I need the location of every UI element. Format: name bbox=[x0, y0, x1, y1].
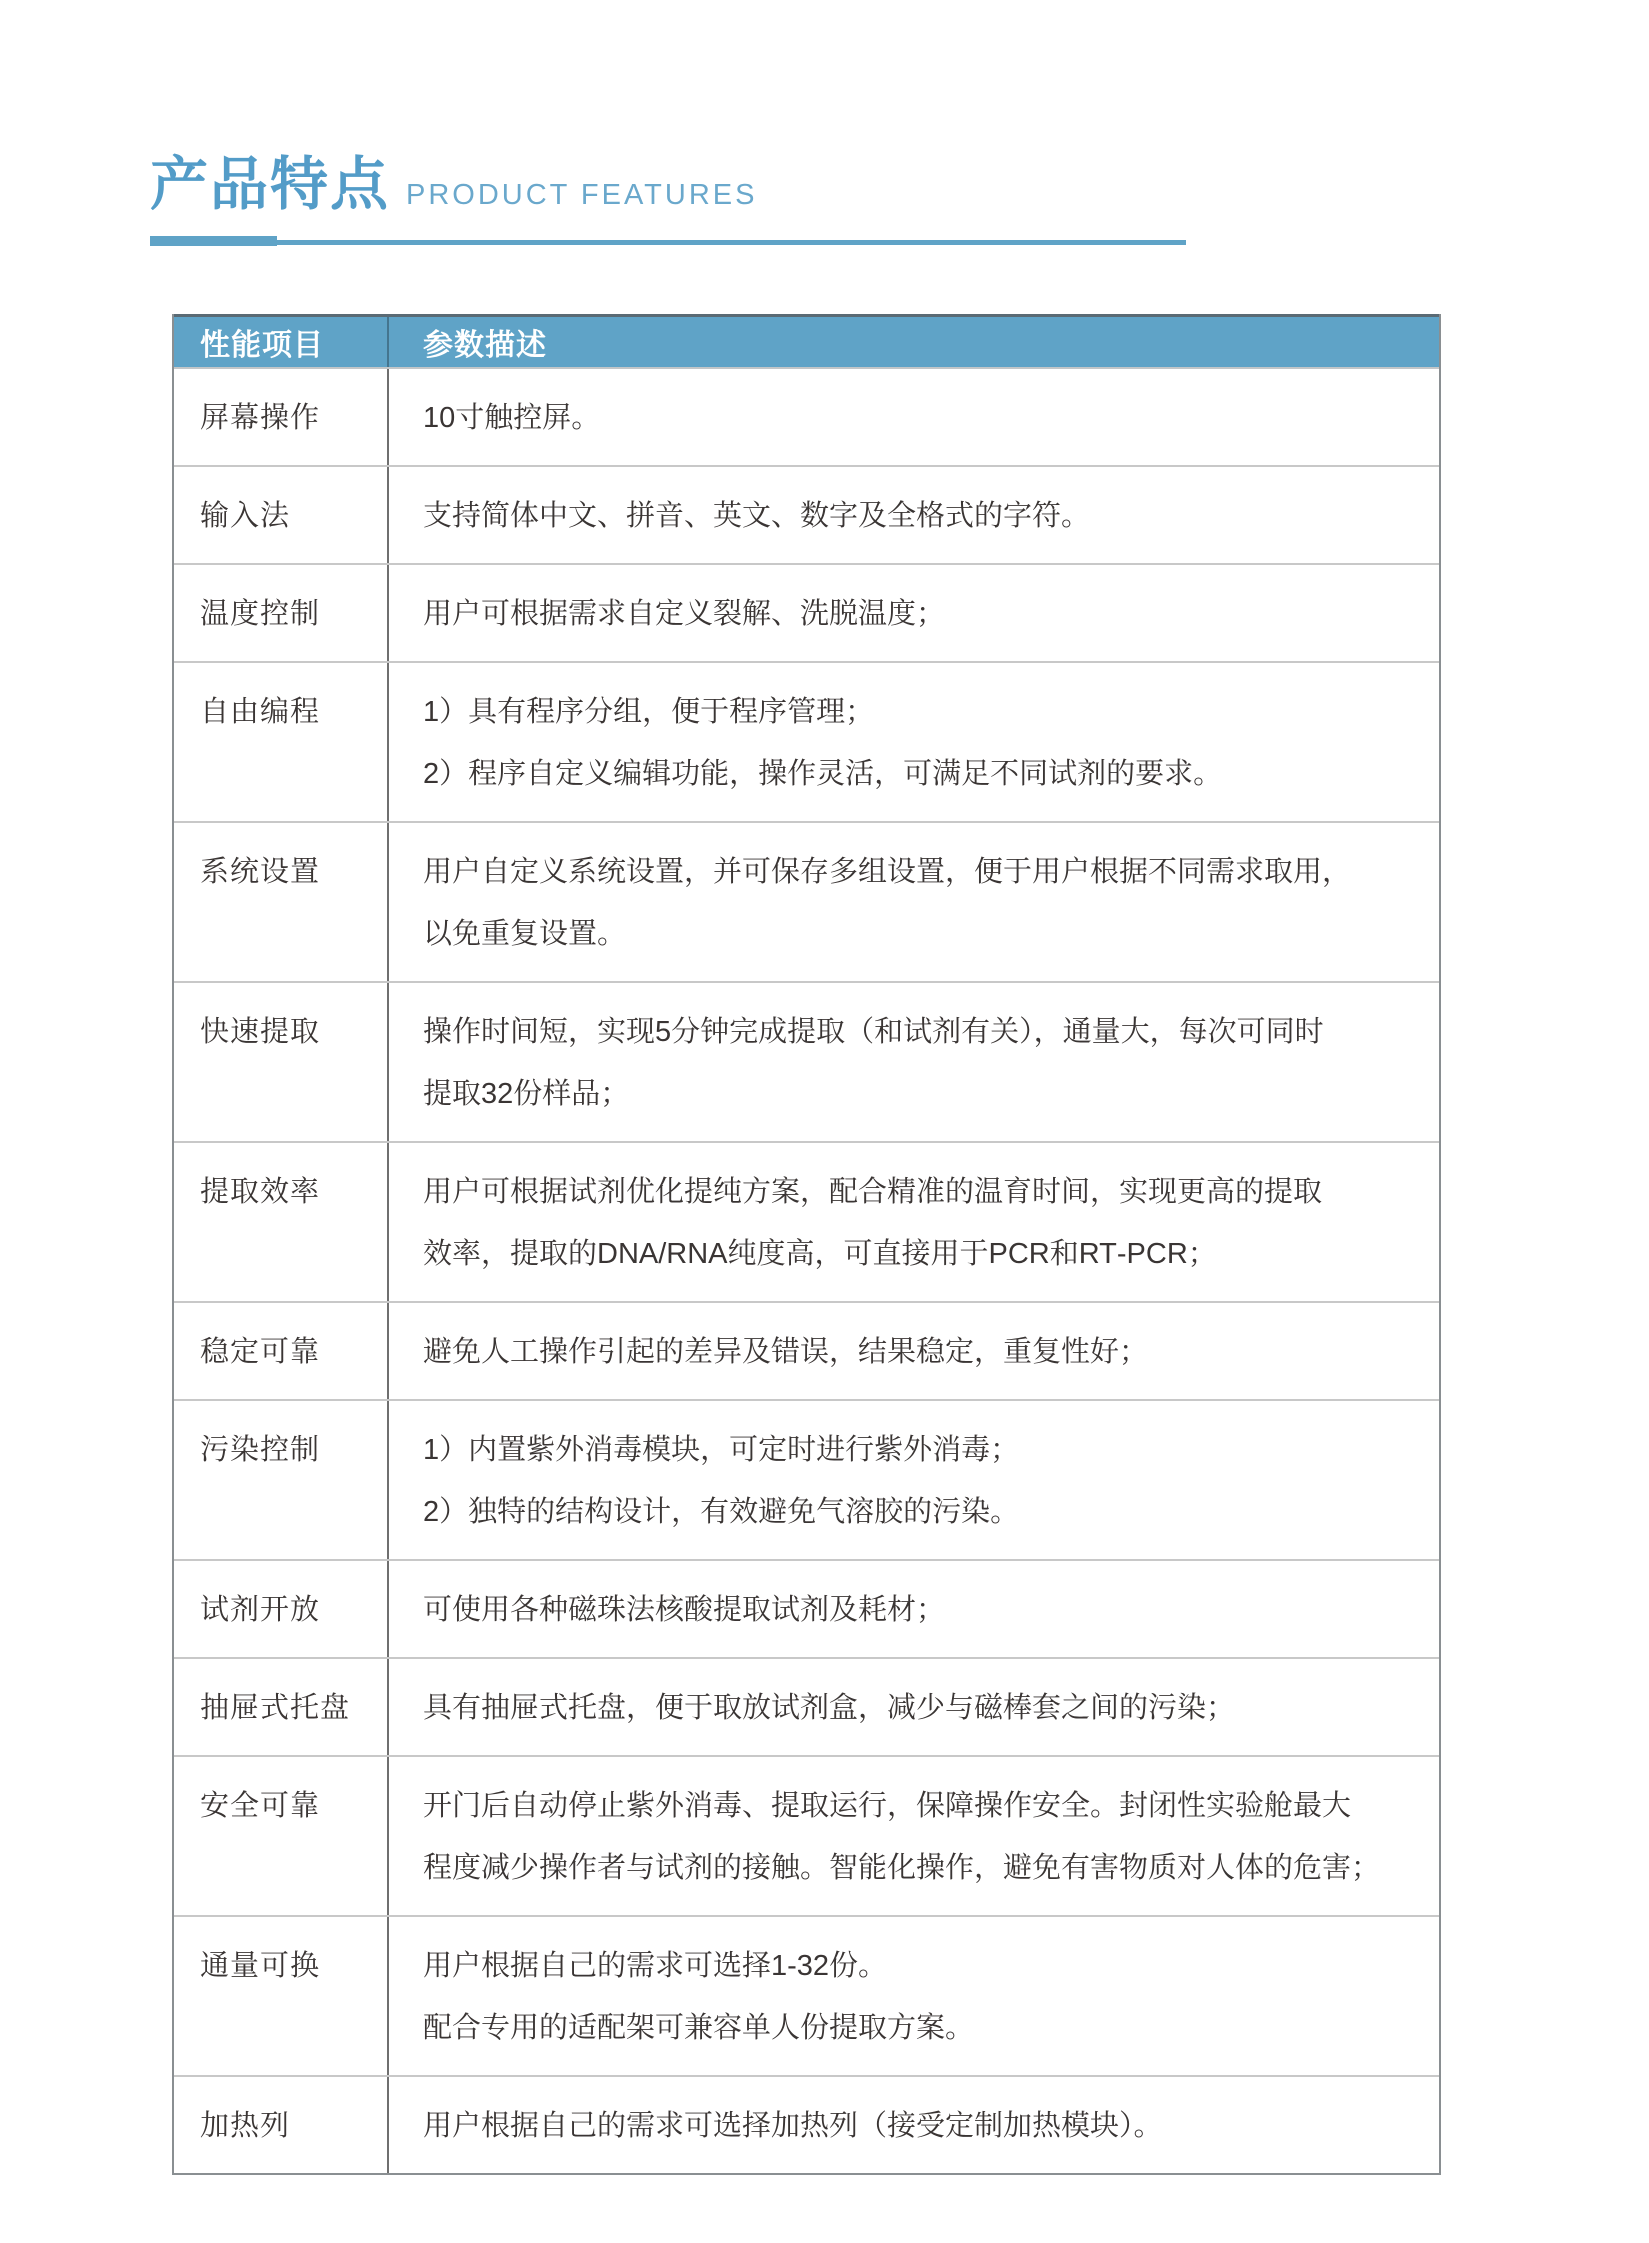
table-row bbox=[174, 1303, 1439, 1401]
description-line: 以免重复设置。 bbox=[423, 918, 627, 950]
table-row bbox=[174, 1659, 1439, 1757]
row-label bbox=[174, 2077, 389, 2173]
description-line: 支持简体中文、拼音、英文、数字及全格式的字符。 bbox=[423, 500, 1091, 532]
row-label-text: 安全可靠 bbox=[200, 1790, 321, 1822]
row-label bbox=[174, 1561, 389, 1657]
description-line: 用户根据自己的需求可选择1-32份。 bbox=[423, 1950, 888, 1982]
row-label bbox=[174, 369, 389, 465]
row-label bbox=[174, 565, 389, 661]
row-label bbox=[174, 1303, 389, 1399]
underline-thin-segment bbox=[277, 240, 1186, 245]
row-label-text: 试剂开放 bbox=[200, 1594, 321, 1626]
description-line: 效率，提取的DNA/RNA纯度高，可直接用于PCR和RT‐PCR； bbox=[423, 1238, 1217, 1270]
description-line: 避免人工操作引起的差异及错误，结果稳定，重复性好； bbox=[423, 1336, 1149, 1368]
row-label-text: 快速提取 bbox=[200, 1016, 321, 1048]
table-row bbox=[174, 2077, 1439, 2173]
row-label bbox=[174, 467, 389, 563]
row-description bbox=[389, 369, 1439, 465]
row-description bbox=[389, 2077, 1439, 2173]
underline-thick-segment bbox=[150, 236, 277, 246]
table-row bbox=[174, 369, 1439, 467]
row-description bbox=[389, 1401, 1439, 1559]
title-underline bbox=[150, 236, 1186, 246]
row-label-text: 屏幕操作 bbox=[200, 402, 321, 434]
description-line: 2）独特的结构设计，有效避免气溶胶的污染。 bbox=[423, 1496, 1020, 1528]
description-line: 具有抽屉式托盘，便于取放试剂盒，减少与磁棒套之间的污染； bbox=[423, 1692, 1236, 1724]
description-line: 1）内置紫外消毒模块，可定时进行紫外消毒； bbox=[423, 1434, 1020, 1466]
row-label bbox=[174, 663, 389, 821]
row-label-text: 自由编程 bbox=[200, 696, 321, 728]
row-description bbox=[389, 1659, 1439, 1755]
row-label bbox=[174, 1757, 389, 1915]
table-row bbox=[174, 983, 1439, 1143]
table-row bbox=[174, 1401, 1439, 1561]
row-description bbox=[389, 823, 1439, 981]
description-line: 开门后自动停止紫外消毒、提取运行，保障操作安全。封闭性实验舱最大 bbox=[423, 1790, 1352, 1822]
row-label-text: 温度控制 bbox=[200, 598, 321, 630]
row-label-text: 污染控制 bbox=[200, 1434, 321, 1466]
description-line: 提取32份样品； bbox=[423, 1078, 630, 1110]
row-label bbox=[174, 1143, 389, 1301]
section-title-zh: 产品特点 bbox=[150, 152, 391, 217]
row-description bbox=[389, 983, 1439, 1141]
table-row bbox=[174, 823, 1439, 983]
row-label bbox=[174, 823, 389, 981]
description-line: 配合专用的适配架可兼容单人份提取方案。 bbox=[423, 2012, 975, 2044]
row-label-text: 提取效率 bbox=[200, 1176, 321, 1208]
row-label bbox=[174, 1917, 389, 2075]
row-label-text: 输入法 bbox=[200, 500, 291, 532]
section-title-en: PRODUCT FEATURES bbox=[406, 179, 758, 211]
row-label-text: 通量可换 bbox=[200, 1950, 321, 1982]
table-row bbox=[174, 663, 1439, 823]
row-label-text: 稳定可靠 bbox=[200, 1336, 321, 1368]
table-header-row bbox=[174, 314, 1439, 369]
table-row bbox=[174, 1143, 1439, 1303]
table-row bbox=[174, 1561, 1439, 1659]
row-label bbox=[174, 1659, 389, 1755]
table-row bbox=[174, 1757, 1439, 1917]
table-row bbox=[174, 565, 1439, 663]
product-features-table bbox=[172, 314, 1441, 2175]
row-label bbox=[174, 1401, 389, 1559]
row-label-text: 抽屉式托盘 bbox=[200, 1692, 351, 1724]
table-row bbox=[174, 467, 1439, 565]
description-line: 用户可根据试剂优化提纯方案，配合精准的温育时间，实现更高的提取 bbox=[423, 1176, 1323, 1208]
header-cell-parameter-description: 参数描述 bbox=[423, 329, 547, 362]
row-description bbox=[389, 663, 1439, 821]
description-line: 1）具有程序分组，便于程序管理； bbox=[423, 696, 875, 728]
table-body bbox=[174, 369, 1439, 2173]
description-line: 10寸触控屏。 bbox=[423, 402, 601, 434]
row-label-text: 系统设置 bbox=[200, 856, 321, 888]
section-title bbox=[150, 152, 758, 217]
description-line: 可使用各种磁珠法核酸提取试剂及耗材； bbox=[423, 1594, 946, 1626]
row-description bbox=[389, 1757, 1439, 1915]
row-description bbox=[389, 565, 1439, 661]
row-description bbox=[389, 1561, 1439, 1657]
row-label-text: 加热列 bbox=[200, 2110, 291, 2142]
description-line: 用户自定义系统设置，并可保存多组设置，便于用户根据不同需求取用， bbox=[423, 856, 1352, 888]
row-description bbox=[389, 467, 1439, 563]
description-line: 用户可根据需求自定义裂解、洗脱温度； bbox=[423, 598, 946, 630]
description-line: 用户根据自己的需求可选择加热列（接受定制加热模块）。 bbox=[423, 2110, 1163, 2142]
row-label bbox=[174, 983, 389, 1141]
description-line: 2）程序自定义编辑功能，操作灵活，可满足不同试剂的要求。 bbox=[423, 758, 1223, 790]
row-description bbox=[389, 1917, 1439, 2075]
table-row bbox=[174, 1917, 1439, 2077]
row-description bbox=[389, 1143, 1439, 1301]
description-line: 操作时间短，实现5分钟完成提取（和试剂有关），通量大，每次可同时 bbox=[423, 1016, 1324, 1048]
description-line: 程度减少操作者与试剂的接触。智能化操作，避免有害物质对人体的危害； bbox=[423, 1852, 1381, 1884]
row-description bbox=[389, 1303, 1439, 1399]
header-cell-performance-item: 性能项目 bbox=[174, 317, 389, 367]
